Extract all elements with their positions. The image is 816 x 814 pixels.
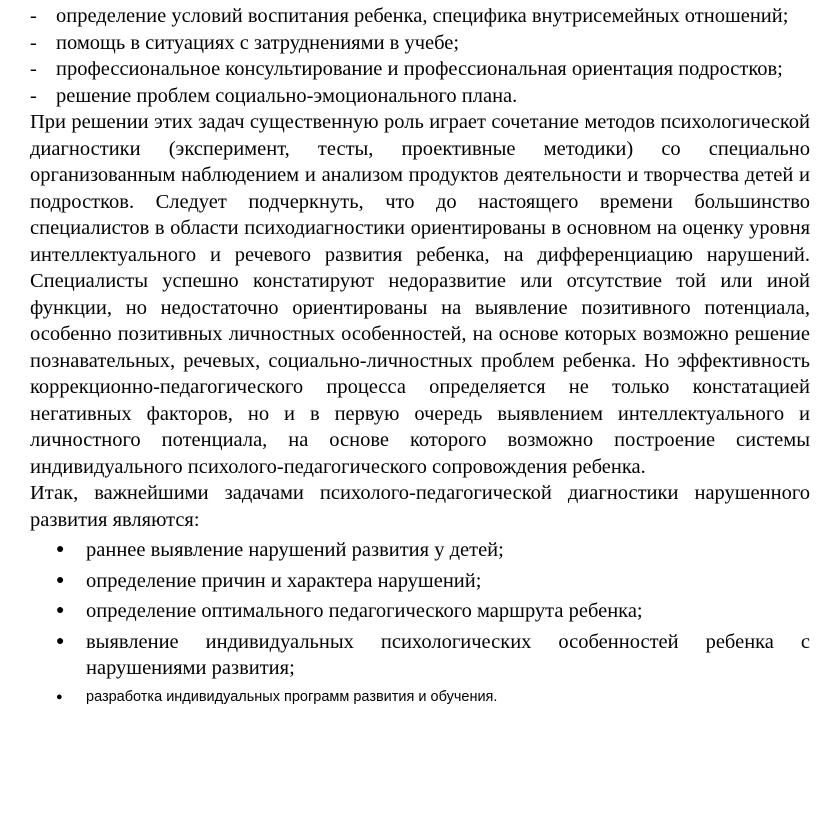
- dash-list-item: [30, 83, 810, 110]
- dash-item-text: профессиональное консультирование и профессиональная ориентация подростков;: [56, 58, 783, 80]
- bullet-list-item: [30, 598, 810, 625]
- dash-list: [30, 3, 810, 109]
- dash-list-item: [30, 30, 810, 57]
- dash-item-text: помощь в ситуациях с затруднениями в учебе;: [56, 31, 460, 54]
- dash-marker: -: [30, 84, 37, 107]
- bullet-icon: ●: [56, 633, 65, 649]
- bullet-item-text: раннее выявление нарушений развития у детей;: [86, 539, 504, 561]
- dash-marker: -: [30, 5, 37, 27]
- body-paragraph: При решении этих задач существенную роль играет сочетание методов психологической диагностики (эксперимент, тесты, проективные методики) со специально организованным наблюдением и анализом продуктов деятельности и творчества детей и подростков. Следует подчеркнуть, что до настоящего времени большинство специалистов в области психодиагностики ориентированы в основном на оценку уровня интеллектуального и речевого развития ребенка, на дифференциацию нарушений. Специалисты успешно констатируют недоразвитие или отсутствие той или иной функции, но недостаточно ориентированы на выявление позитивного потенциала, особенно позитивных личностных особенностей, на основе которых возможно решение познавательных, речевых, социально-личностных проблем ребенка. Но эффективность коррекционно-педагогического процесса определяется не только констатацией негативных факторов, но и в первую очередь выявлением интеллектуального и личностного потенциала, на основе которого возможно построение системы индивидуального психолого-педагогического сопровождения ребенка.: [30, 111, 810, 478]
- bullet-list-item: [30, 568, 810, 595]
- bullet-item-text: определение причин и характера нарушений;: [86, 569, 482, 592]
- bullet-list: [30, 537, 810, 708]
- dash-marker: -: [30, 58, 37, 80]
- bullet-icon: ●: [56, 542, 65, 557]
- bullet-item-text: определение оптимального педагогического маршрута ребенка;: [86, 600, 643, 622]
- bullet-list-item: [30, 537, 810, 564]
- dash-item-text: определение условий воспитания ребенка, специфика внутрисемейных отношений;: [56, 5, 789, 27]
- intro-paragraph: Итак, важнейшими задачами психолого-педагогической диагностики нарушенного развития являются:: [30, 482, 810, 531]
- dash-list-item: [30, 56, 810, 83]
- dash-item-text: решение проблем социально-эмоционального плана.: [56, 84, 518, 107]
- bullet-icon: ●: [56, 572, 65, 588]
- bullet-list-item: [30, 629, 810, 682]
- bullet-icon: ●: [56, 690, 63, 703]
- bullet-list-item: [30, 686, 810, 708]
- bullet-item-text: разработка индивидуальных программ развития и обучения.: [86, 688, 498, 705]
- bullet-item-text: выявление индивидуальных психологических особенностей ребенка с нарушениями развития;: [86, 630, 810, 679]
- dash-marker: -: [30, 31, 37, 54]
- bullet-icon: ●: [56, 603, 65, 618]
- dash-list-item: [30, 3, 810, 30]
